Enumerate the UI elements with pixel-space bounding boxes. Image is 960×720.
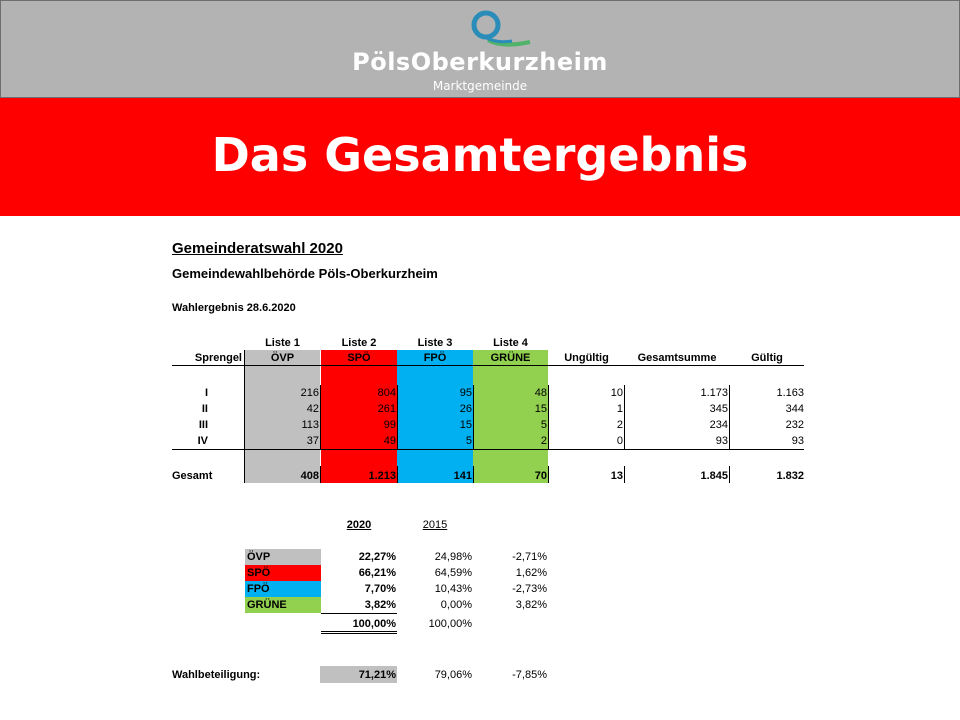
- election-title: Gemeinderatswahl 2020: [172, 240, 343, 257]
- row-label: III: [198, 419, 208, 431]
- table-cell: 15: [459, 419, 472, 431]
- column-header: FPÖ: [423, 352, 447, 364]
- party-label: SPÖ: [247, 567, 271, 579]
- percent-2020: 66,21%: [358, 567, 396, 579]
- turnout-label: Wahlbeteiligung:: [172, 669, 261, 681]
- percent-2015: 10,43%: [434, 583, 472, 595]
- slide-title: Das Gesamtergebnis: [211, 128, 749, 182]
- table-cell: 0: [616, 435, 623, 447]
- logo-subtitle: Marktgemeinde: [432, 79, 528, 93]
- list-header: Liste 2: [341, 337, 377, 349]
- table-cell: 37: [306, 435, 319, 447]
- sum-double-line: [321, 633, 397, 634]
- table-cell: 261: [377, 403, 396, 415]
- column-header: GRÜNE: [490, 352, 531, 364]
- percent-2020: 7,70%: [364, 583, 396, 595]
- percent-2015: 0,00%: [440, 599, 472, 611]
- total-cell: 1.845: [700, 470, 728, 482]
- percent-diff: -2,73%: [512, 583, 547, 595]
- table-cell: 232: [785, 419, 804, 431]
- logo-name: PölsOberkurzheim: [352, 48, 608, 76]
- percent-diff: 3,82%: [515, 599, 547, 611]
- year-header-2020: 2020: [346, 519, 372, 531]
- total-cell: 1.213: [368, 470, 396, 482]
- sum-line: [321, 613, 397, 614]
- total-cell: 408: [300, 470, 319, 482]
- table-cell: 95: [459, 387, 472, 399]
- table-cell: 2: [540, 435, 547, 447]
- sum-double-line: [321, 631, 397, 632]
- total-cell: 1.832: [776, 470, 804, 482]
- column-header: Sprengel: [194, 352, 242, 364]
- table-cell: 5: [465, 435, 472, 447]
- total-cell: 141: [453, 470, 472, 482]
- table-cell: 49: [383, 435, 396, 447]
- column-header: Ungültig: [564, 352, 609, 364]
- column-header: Gesamtsumme: [637, 352, 717, 364]
- percent-diff: 1,62%: [515, 567, 547, 579]
- list-header: Liste 3: [417, 337, 453, 349]
- table-cell: 344: [785, 403, 804, 415]
- table-cell: 42: [306, 403, 319, 415]
- turnout-diff: -7,85%: [512, 669, 547, 681]
- percent-sum-2015: 100,00%: [428, 618, 472, 630]
- row-label: I: [204, 387, 208, 399]
- total-cell: 13: [610, 470, 623, 482]
- table-cell: 5: [540, 419, 547, 431]
- table-cell: 1.173: [700, 387, 728, 399]
- column-header: Gültig: [751, 352, 783, 364]
- total-separator: [172, 449, 804, 450]
- list-header: Liste 4: [493, 337, 528, 349]
- total-cell: 70: [534, 470, 547, 482]
- percent-2015: 24,98%: [434, 551, 472, 563]
- percent-2015: 64,59%: [434, 567, 472, 579]
- table-cell: 93: [715, 435, 728, 447]
- table-cell: 48: [534, 387, 547, 399]
- table-cell: 10: [610, 387, 623, 399]
- turnout-2015: 79,06%: [434, 669, 472, 681]
- table-cell: 99: [383, 419, 396, 431]
- table-cell: 113: [301, 419, 319, 431]
- year-header-2015: 2015: [422, 519, 448, 531]
- table-cell: 15: [534, 403, 547, 415]
- percent-sum-2020: 100,00%: [352, 618, 396, 630]
- party-label: GRÜNE: [247, 599, 287, 611]
- column-header: ÖVP: [270, 352, 295, 364]
- authority-title: Gemeindewahlbehörde Pöls-Oberkurzheim: [172, 266, 438, 281]
- row-label: IV: [197, 435, 208, 447]
- table-cell: 1.163: [776, 387, 804, 399]
- total-label: Gesamt: [172, 470, 213, 482]
- percent-2020: 22,27%: [358, 551, 396, 563]
- table-cell: 2: [616, 419, 623, 431]
- table-cell: 26: [459, 403, 472, 415]
- table-cell: 216: [300, 387, 319, 399]
- result-date: Wahlergebnis 28.6.2020: [172, 302, 296, 314]
- table-cell: 345: [709, 403, 728, 415]
- list-header: Liste 1: [265, 337, 300, 349]
- party-label: FPÖ: [247, 583, 270, 595]
- percent-2020: 3,82%: [364, 599, 396, 611]
- table-cell: 93: [791, 435, 804, 447]
- percent-diff: -2,71%: [512, 551, 547, 563]
- table-cell: 804: [377, 387, 396, 399]
- party-label: ÖVP: [247, 551, 271, 563]
- pols-oberkurzheim-logo-icon: [468, 8, 532, 48]
- table-cell: 234: [709, 419, 728, 431]
- column-header: SPÖ: [347, 352, 371, 364]
- row-label: II: [201, 403, 208, 415]
- table-cell: 1: [616, 403, 623, 415]
- turnout-2020: 71,21%: [358, 669, 396, 681]
